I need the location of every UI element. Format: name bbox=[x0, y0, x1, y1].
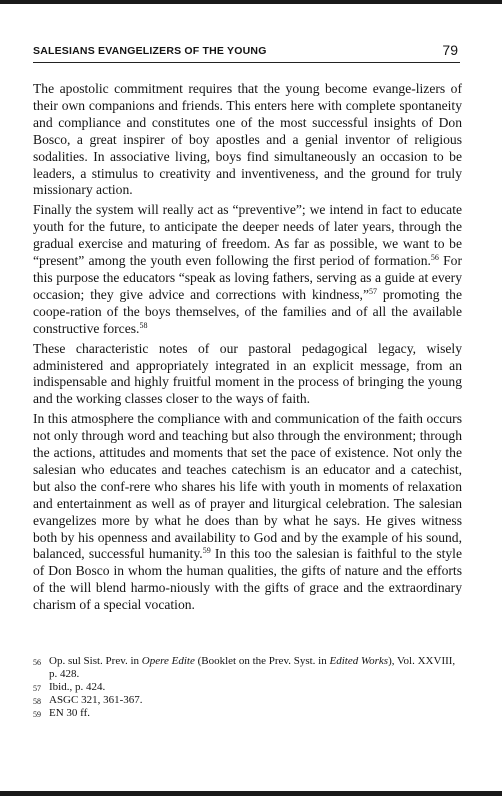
footnote-text bbox=[49, 655, 462, 681]
text-segment: In this too the salesian is faithful to the style of Don Bosco in whom the human qualities, the gifts of nature and the efforts of the will blend harmo-niously with the gifts of grace and the extraordinary charism of a special vocation. bbox=[33, 546, 462, 613]
top-rule bbox=[0, 0, 502, 4]
text-segment: These characteristic notes of our pastoral pedagogical legacy, wisely administered and appropriately integrated in an explicit message, from an indispensable and highly fruitful moment in the process of bringing the young and the working classes closer to the ways of faith. bbox=[33, 340, 462, 407]
footnote-number: 56 bbox=[33, 658, 41, 667]
text-segment: Ibid., p. 424. bbox=[49, 681, 106, 693]
footnote bbox=[33, 655, 462, 681]
footnote-reference: 56 bbox=[430, 253, 439, 263]
footnote-number: 59 bbox=[33, 710, 41, 719]
text-segment: For this purpose the educators “speak as loving fathers, serving as a guide at every occasion; they give advice and corrections with kindness,” bbox=[33, 253, 462, 302]
page-number: 79 bbox=[442, 42, 458, 58]
footnotes bbox=[33, 655, 462, 720]
footnote bbox=[33, 681, 462, 694]
text-segment: In this atmosphere the compliance with and communication of the faith occurs not only through word and teaching but also through the environment; through the actions, attitudes and moments that set the pace of existence. Not only the salesian who educates and teaches catechism is an educator and a catechist, but also the conf-rere who shares his life with youth in moments of relaxation and entertainment as well as of prayer and liturgical celebration. The salesian evangelizes more by what he does than by what he says. He gives witness both by his openness and availability to God and by the example of his sound, balanced, successful humanity. bbox=[33, 411, 462, 562]
paragraph bbox=[33, 202, 462, 337]
footnote-reference: 58 bbox=[139, 320, 148, 330]
body-text bbox=[33, 81, 462, 617]
text-segment: ), Vol. XXVIII, p. 428. bbox=[49, 655, 456, 680]
footnote-reference: 57 bbox=[368, 286, 377, 296]
paragraph bbox=[33, 81, 462, 199]
italic-title: Edited Works bbox=[329, 655, 389, 667]
running-head: SALESIANS EVANGELIZERS OF THE YOUNG bbox=[33, 45, 267, 57]
text-segment: promoting the coope-ration of the boys themselves, of the families and of all the available constructive forces. bbox=[33, 286, 462, 336]
text-segment: ASGC 321, 361-367. bbox=[49, 694, 143, 706]
italic-title: Opere Edite bbox=[141, 655, 195, 667]
text-segment: EN 30 ff. bbox=[49, 707, 91, 719]
footnote-number: 57 bbox=[33, 684, 41, 693]
paragraph bbox=[33, 411, 462, 614]
bottom-rule bbox=[0, 791, 502, 796]
paragraph bbox=[33, 341, 462, 409]
footnote-number: 58 bbox=[33, 697, 41, 706]
footnote-text bbox=[49, 694, 462, 707]
page-header bbox=[33, 44, 460, 63]
text-segment: Finally the system will really act as “preventive”; we intend in fact to educate youth for the future, to anticipate the deeper needs of later years, through the gradual exercise and maturing of freedom. As far as possible, we want to be “present” among the youth even following the first period of formation. bbox=[33, 202, 462, 269]
text-segment: (Booklet on the Prev. Syst. in bbox=[194, 655, 330, 667]
text-segment: The apostolic commitment requires that the young become evange-lizers of their own companions and friends. This enters here with complete spontaneity and compliance and constitutes one of the most successful insights of Don Bosco, a great inspirer of boy apostles and a genial inventor of religious sodalities. In associative living, boys find simultaneously an occasion to be leaders, a stimulus to creativity and inventiveness, and the ground for truly missionary action. bbox=[33, 81, 462, 198]
footnote-reference: 59 bbox=[202, 546, 211, 556]
text-segment: Op. sul Sist. Prev. in bbox=[49, 655, 142, 667]
footnote bbox=[33, 707, 462, 720]
footnote-text bbox=[49, 707, 462, 720]
footnote-text bbox=[49, 681, 462, 694]
footnote bbox=[33, 694, 462, 707]
